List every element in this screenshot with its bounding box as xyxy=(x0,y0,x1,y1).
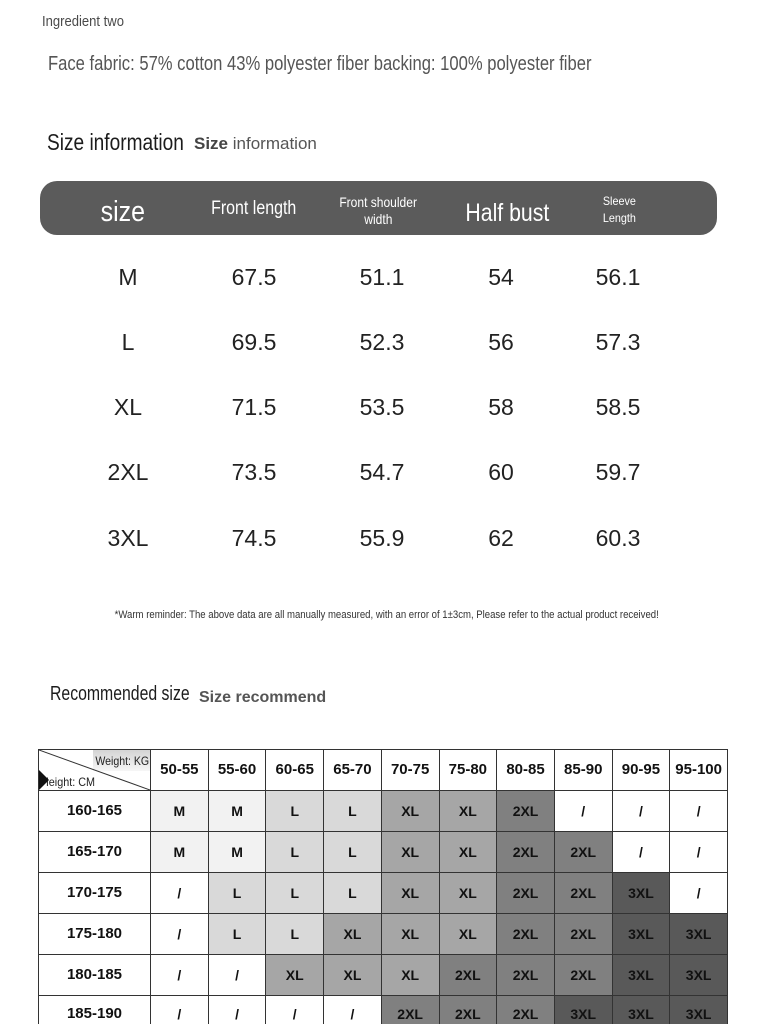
weight-range-header: 80-85 xyxy=(497,750,554,790)
header-front-length-label: Front length xyxy=(211,198,297,219)
height-range-label: 185-190 xyxy=(39,996,150,1024)
size-label-cell: M xyxy=(118,264,138,290)
recommended-size-cell: 2XL xyxy=(440,955,497,995)
size-info-row xyxy=(0,452,768,492)
recommended-size-cell: XL xyxy=(266,955,323,995)
recommended-size-cell: L xyxy=(209,914,266,954)
recommended-size-table xyxy=(38,749,728,1024)
recommended-size-cell: 3XL xyxy=(613,914,670,954)
weight-range-header: 85-90 xyxy=(555,750,612,790)
size-info-table-body xyxy=(0,245,768,565)
recommended-size-cell: XL xyxy=(324,914,381,954)
recommended-size-cell: L xyxy=(324,873,381,913)
size-info-row xyxy=(0,387,768,427)
recommended-size-cell: XL xyxy=(440,791,497,831)
recommended-size-cell: 3XL xyxy=(613,996,670,1024)
recommended-size-cell: 2XL xyxy=(382,996,439,1024)
measurement-cell: 53.5 xyxy=(359,394,405,420)
recommended-size-cell: 3XL xyxy=(670,955,727,995)
weight-range-header: 90-95 xyxy=(613,750,670,790)
recommended-size-cell: XL xyxy=(382,873,439,913)
recommended-size-cell: 3XL xyxy=(670,996,727,1024)
height-range-label: 180-185 xyxy=(39,955,150,995)
recommended-size-cell: / xyxy=(670,873,727,913)
header-size-label: size xyxy=(100,196,146,228)
recommended-size-cell: L xyxy=(324,832,381,872)
recommended-size-cell: / xyxy=(613,791,670,831)
table-corner-cell xyxy=(39,750,150,790)
header-col-sleeve-length xyxy=(559,181,679,235)
recommended-size-cell: / xyxy=(151,873,208,913)
size-label-cell: L xyxy=(121,329,135,355)
recommended-size-cell: 2XL xyxy=(555,914,612,954)
header-col-size xyxy=(63,181,183,235)
measurement-cell: 57.3 xyxy=(595,329,641,355)
header-sleeve-line2: Length xyxy=(602,211,636,225)
recommended-size-cell: 3XL xyxy=(613,955,670,995)
weight-axis-label: Weight: KG xyxy=(95,754,149,768)
recommended-size-cell: 2XL xyxy=(497,873,554,913)
recommended-size-cell: / xyxy=(209,955,266,995)
recommended-size-cell: XL xyxy=(382,791,439,831)
weight-range-header: 55-60 xyxy=(209,750,266,790)
header-front-shoulder-line1: Front shoulder xyxy=(339,194,417,210)
recommended-size-cell: L xyxy=(209,873,266,913)
recommended-size-cell: 2XL xyxy=(555,955,612,995)
corner-black-marker xyxy=(39,770,49,790)
size-info-row xyxy=(0,322,768,362)
weight-range-header: 60-65 xyxy=(266,750,323,790)
weight-range-header: 50-55 xyxy=(151,750,208,790)
header-front-shoulder-line2: width xyxy=(363,211,393,227)
recommended-size-cell: M xyxy=(209,791,266,831)
measurement-cell: 54 xyxy=(488,264,514,290)
recommended-size-cell: XL xyxy=(440,873,497,913)
recommended-size-cell: / xyxy=(209,996,266,1024)
recommended-size-cell: XL xyxy=(382,914,439,954)
size-info-subtitle-rest: information xyxy=(232,134,317,153)
recommended-size-cell: 3XL xyxy=(555,996,612,1024)
recommended-size-cell: 2XL xyxy=(497,955,554,995)
measurement-cell: 51.1 xyxy=(359,264,405,290)
measurement-cell: 69.5 xyxy=(231,329,277,355)
recommended-size-cell: XL xyxy=(324,955,381,995)
measurement-cell: 62 xyxy=(488,525,514,551)
header-col-half-bust xyxy=(447,181,567,235)
recommended-size-cell: 2XL xyxy=(555,873,612,913)
measurement-cell: 73.5 xyxy=(231,459,277,485)
recommended-size-cell: L xyxy=(266,873,323,913)
height-axis-label: Height: CM xyxy=(41,775,96,789)
recommended-size-cell: / xyxy=(324,996,381,1024)
recommended-size-cell: L xyxy=(266,914,323,954)
measurement-cell: 59.7 xyxy=(595,459,641,485)
height-range-label: 170-175 xyxy=(39,873,150,913)
size-info-title: Size information xyxy=(47,129,184,155)
recommended-size-cell: / xyxy=(266,996,323,1024)
header-half-bust-label: Half bust xyxy=(465,199,549,227)
height-range-label: 160-165 xyxy=(39,791,150,831)
recommended-size-cell: 2XL xyxy=(440,996,497,1024)
size-label-cell: 3XL xyxy=(107,525,149,551)
recommended-size-subtitle: Size recommend xyxy=(199,689,327,706)
header-col-front-length xyxy=(194,181,314,235)
size-info-subtitle-bold: Size xyxy=(194,134,229,153)
recommended-size-cell: / xyxy=(555,791,612,831)
measurement-cell: 67.5 xyxy=(231,264,277,290)
recommended-size-cell: M xyxy=(209,832,266,872)
recommended-size-title: Recommended size xyxy=(50,683,190,705)
measurement-cell: 55.9 xyxy=(359,525,405,551)
height-range-label: 175-180 xyxy=(39,914,150,954)
measurement-footnote-text: *Warm reminder: The above data are all manually measured, with an error of 1±3cm, Please refer to the actual product received! xyxy=(114,609,660,621)
ingredient-heading: Ingredient two xyxy=(42,13,124,30)
recommended-size-cell: 3XL xyxy=(613,873,670,913)
recommended-size-cell: L xyxy=(324,791,381,831)
size-info-row xyxy=(0,257,768,297)
size-label-cell: 2XL xyxy=(107,459,149,485)
recommended-size-cell: / xyxy=(151,914,208,954)
fabric-description: Face fabric: 57% cotton 43% polyester fiber backing: 100% polyester fiber xyxy=(48,53,592,75)
size-info-row xyxy=(0,518,768,558)
weight-range-header: 95-100 xyxy=(670,750,727,790)
recommended-size-cell: XL xyxy=(382,832,439,872)
recommended-size-cell: / xyxy=(151,996,208,1024)
measurement-footnote xyxy=(6,608,768,622)
recommended-size-cell: 2XL xyxy=(555,832,612,872)
weight-range-header: 65-70 xyxy=(324,750,381,790)
recommended-size-cell: XL xyxy=(440,914,497,954)
recommended-size-cell: 2XL xyxy=(497,914,554,954)
recommended-size-cell: 2XL xyxy=(497,832,554,872)
recommended-size-cell: 2XL xyxy=(497,996,554,1024)
measurement-cell: 58.5 xyxy=(595,394,641,420)
measurement-cell: 58 xyxy=(488,394,514,420)
height-range-label: 165-170 xyxy=(39,832,150,872)
size-info-subtitle xyxy=(194,134,317,154)
recommended-size-cell: L xyxy=(266,791,323,831)
recommended-size-cell: M xyxy=(151,791,208,831)
recommended-size-cell: / xyxy=(670,791,727,831)
measurement-cell: 71.5 xyxy=(231,394,277,420)
measurement-cell: 60.3 xyxy=(595,525,641,551)
recommended-size-cell: XL xyxy=(382,955,439,995)
weight-range-header: 70-75 xyxy=(382,750,439,790)
header-sleeve-line1: Sleeve xyxy=(602,194,636,208)
measurement-cell: 74.5 xyxy=(231,525,277,551)
measurement-cell: 60 xyxy=(488,459,514,485)
weight-range-header: 75-80 xyxy=(440,750,497,790)
recommended-size-cell: M xyxy=(151,832,208,872)
recommended-size-cell: / xyxy=(613,832,670,872)
measurement-cell: 56.1 xyxy=(595,264,641,290)
recommended-size-cell: / xyxy=(151,955,208,995)
recommended-size-cell: 3XL xyxy=(670,914,727,954)
measurement-cell: 52.3 xyxy=(359,329,405,355)
measurement-cell: 54.7 xyxy=(359,459,405,485)
recommended-size-cell: L xyxy=(266,832,323,872)
size-table-header-bar xyxy=(40,181,717,235)
size-label-cell: XL xyxy=(113,394,143,420)
header-col-front-shoulder-width xyxy=(318,181,438,235)
recommended-size-cell: 2XL xyxy=(497,791,554,831)
recommended-size-cell: XL xyxy=(440,832,497,872)
measurement-cell: 56 xyxy=(488,329,514,355)
recommended-size-cell: / xyxy=(670,832,727,872)
